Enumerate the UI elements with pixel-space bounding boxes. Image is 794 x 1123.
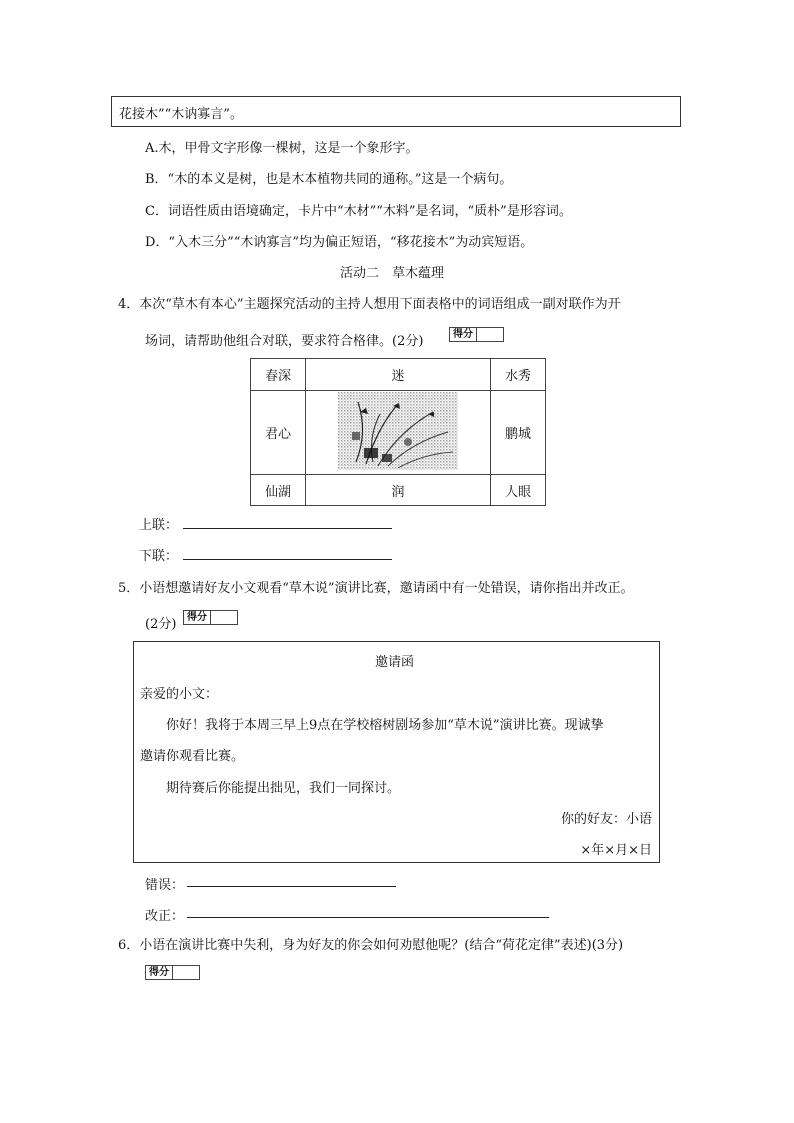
lower-couplet-label: 下联： xyxy=(139,549,179,564)
table-cell: 水秀 xyxy=(491,359,546,391)
q3-option-a: A.木，甲骨文字形像一棵树，这是一个象形字。 xyxy=(145,141,419,156)
table-cell: 春深 xyxy=(251,359,306,391)
invitation-letter xyxy=(133,641,660,863)
error-label: 错误： xyxy=(145,878,185,893)
q3-option-c: C．词语性质由语境确定，卡片中“木材”“木料”是名词，“质朴”是形容词。 xyxy=(145,204,572,219)
fix-label: 改正： xyxy=(145,909,185,924)
lower-couplet-answer-line[interactable] xyxy=(183,559,392,560)
score-input-cell[interactable] xyxy=(477,328,503,341)
q4-line1: 4．本次“草木有本心”主题探究活动的主持人想用下面表格中的词语组成一副对联作为开 xyxy=(118,297,621,312)
q3-option-b: B．“木的本义是树，也是木本植物共同的通称。”这是一个病句。 xyxy=(145,172,513,187)
letter-date: ×年×月×日 xyxy=(580,843,652,858)
table-cell: 迷 xyxy=(306,359,491,391)
upper-couplet-answer-line[interactable] xyxy=(183,528,392,529)
q5-points: (2分) xyxy=(145,617,177,632)
error-answer-line[interactable] xyxy=(187,886,396,887)
couplet-table xyxy=(250,358,546,506)
letter-signature: 你的好友：小语 xyxy=(560,812,652,827)
q4-line2: 场词，请帮助他组合对联，要求符合格律。(2分) xyxy=(145,334,424,349)
q3-box-text: 花接木”“木讷寡言”。 xyxy=(119,107,243,122)
grass-illustration xyxy=(306,391,491,475)
letter-body-1: 你好！我将于本周三早上9点在学校榕树剧场参加“草木说”演讲比赛。现诚挚 xyxy=(166,718,604,733)
letter-salutation: 亲爱的小文： xyxy=(140,687,219,702)
letter-body-2: 邀请你观看比赛。 xyxy=(140,749,245,764)
score-input-cell[interactable] xyxy=(211,611,237,624)
grass-sketch-icon xyxy=(338,392,458,470)
table-cell: 润 xyxy=(306,475,491,506)
q4-score-box[interactable] xyxy=(449,327,504,342)
q5-line1: 5．小语想邀请好友小文观看“草木说”演讲比赛，邀请函中有一处错误，请你指出并改正。 xyxy=(118,581,634,596)
q3-option-d: D．“入木三分”“木讷寡言”均为偏正短语，“移花接木”为动宾短语。 xyxy=(145,235,534,250)
table-cell: 鹏城 xyxy=(491,391,546,475)
score-label: 得分 xyxy=(184,611,211,624)
table-cell: 君心 xyxy=(251,391,306,475)
upper-couplet-label: 上联： xyxy=(139,518,179,533)
score-input-cell[interactable] xyxy=(173,966,199,979)
q3-continuation-box xyxy=(111,96,681,127)
q6-line1: 6．小语在演讲比赛中失利，身为好友的你会如何劝慰他呢？(结合“荷花定律”表述)(3分) xyxy=(118,938,624,953)
score-label: 得分 xyxy=(450,328,477,341)
q6-score-box[interactable] xyxy=(145,965,200,980)
table-cell: 人眼 xyxy=(491,475,546,506)
letter-body-3: 期待赛后你能提出拙见，我们一同探讨。 xyxy=(166,781,401,796)
section-title: 活动二 草木蕴理 xyxy=(340,266,445,281)
letter-title: 邀请函 xyxy=(375,655,415,670)
q5-score-box[interactable] xyxy=(183,610,238,625)
score-label: 得分 xyxy=(146,966,173,979)
table-cell: 仙湖 xyxy=(251,475,306,506)
fix-answer-line[interactable] xyxy=(187,917,549,918)
